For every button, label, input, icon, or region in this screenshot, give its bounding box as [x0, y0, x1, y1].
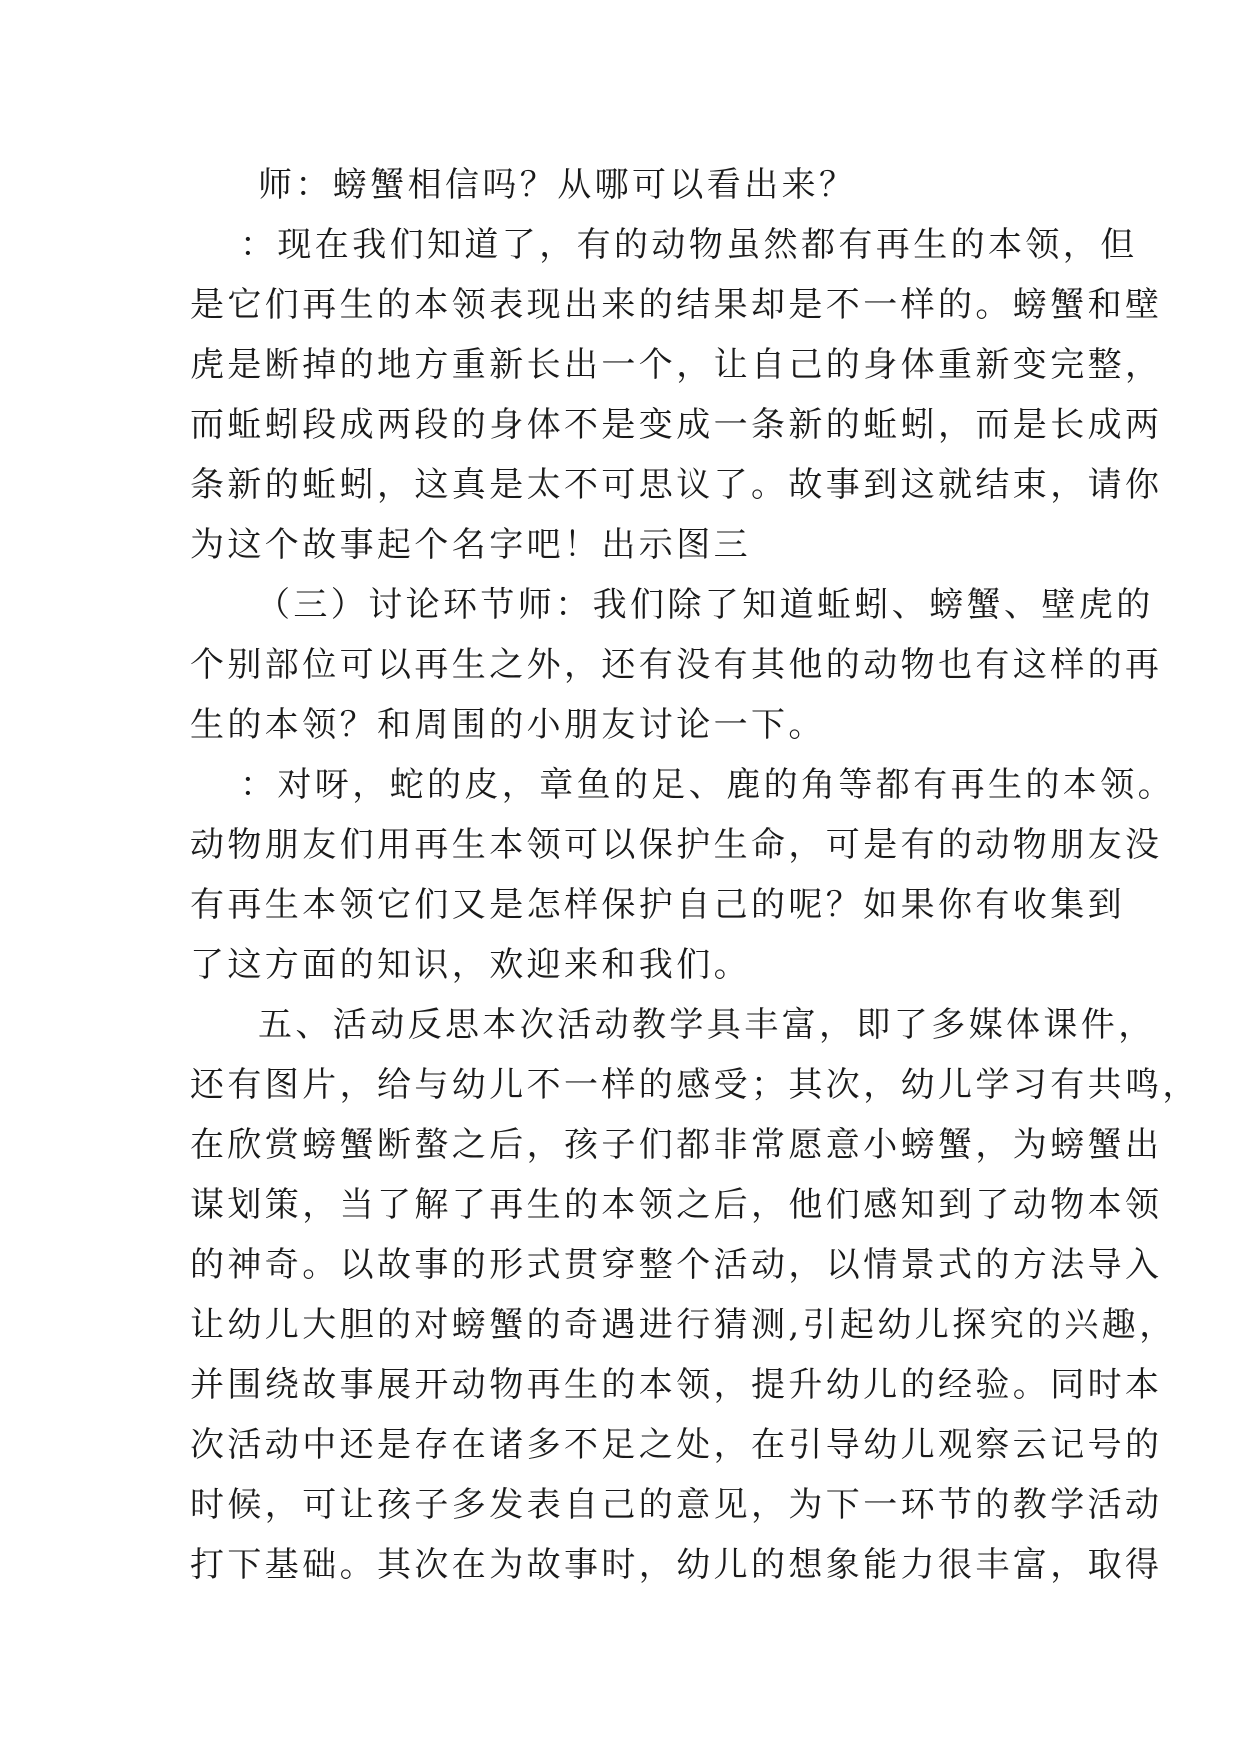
text-line: 谋划策，当了解了再生的本领之后，他们感知到了动物本领: [190, 1185, 1163, 1225]
text-line: 生的本领？和周围的小朋友讨论一下。: [190, 705, 826, 745]
text-line: 为这个故事起个名字吧！出示图三: [190, 525, 751, 565]
text-line: 时候，可让孩子多发表自己的意见，为下一环节的教学活动: [190, 1485, 1163, 1525]
text-line: 条新的蚯蚓，这真是太不可思议了。故事到这就结束，请你: [190, 465, 1163, 505]
text-line: 打下基础。其次在为故事时，幼儿的想象能力很丰富，取得: [190, 1545, 1163, 1585]
text-line: 虎是断掉的地方重新长出一个，让自己的身体重新变完整，: [190, 345, 1163, 385]
document-page: [190, 155, 1200, 1595]
text-line: 让幼儿大胆的对螃蟹的奇遇进行猜测,引起幼儿探究的兴趣，: [190, 1305, 1177, 1345]
text-line: 还有图片，给与幼儿不一样的感受；其次，幼儿学习有共鸣，: [190, 1065, 1200, 1105]
text-line: （三）讨论环节师：我们除了知道蚯蚓、螃蟹、壁虎的: [256, 585, 1154, 625]
text-line: 师：螃蟹相信吗？从哪可以看出来？: [258, 165, 857, 205]
text-line: 的神奇。以故事的形式贯穿整个活动，以情景式的方法导入: [190, 1245, 1163, 1285]
text-line: 了这方面的知识，欢迎来和我们。: [190, 945, 751, 985]
text-line: ：对呀，蛇的皮，章鱼的足、鹿的角等都有再生的本领。: [240, 765, 1175, 805]
text-line: 而蚯蚓段成两段的身体不是变成一条新的蚯蚓，而是长成两: [190, 405, 1163, 445]
text-line: 并围绕故事展开动物再生的本领，提升幼儿的经验。同时本: [190, 1365, 1163, 1405]
text-line: 有再生本领它们又是怎样保护自己的呢？如果你有收集到: [190, 885, 1125, 925]
text-line: ：现在我们知道了，有的动物虽然都有再生的本领，但: [240, 225, 1138, 265]
text-line: 在欣赏螃蟹断螯之后，孩子们都非常愿意小螃蟹，为螃蟹出: [190, 1125, 1163, 1165]
text-line: 次活动中还是存在诸多不足之处，在引导幼儿观察云记号的: [190, 1425, 1163, 1465]
text-line: 动物朋友们用再生本领可以保护生命，可是有的动物朋友没: [190, 825, 1163, 865]
text-line: 是它们再生的本领表现出来的结果却是不一样的。螃蟹和壁: [190, 285, 1163, 325]
text-line: 个别部位可以再生之外，还有没有其他的动物也有这样的再: [190, 645, 1163, 685]
text-line: 五、活动反思本次活动教学具丰富，即了多媒体课件，: [258, 1005, 1156, 1045]
